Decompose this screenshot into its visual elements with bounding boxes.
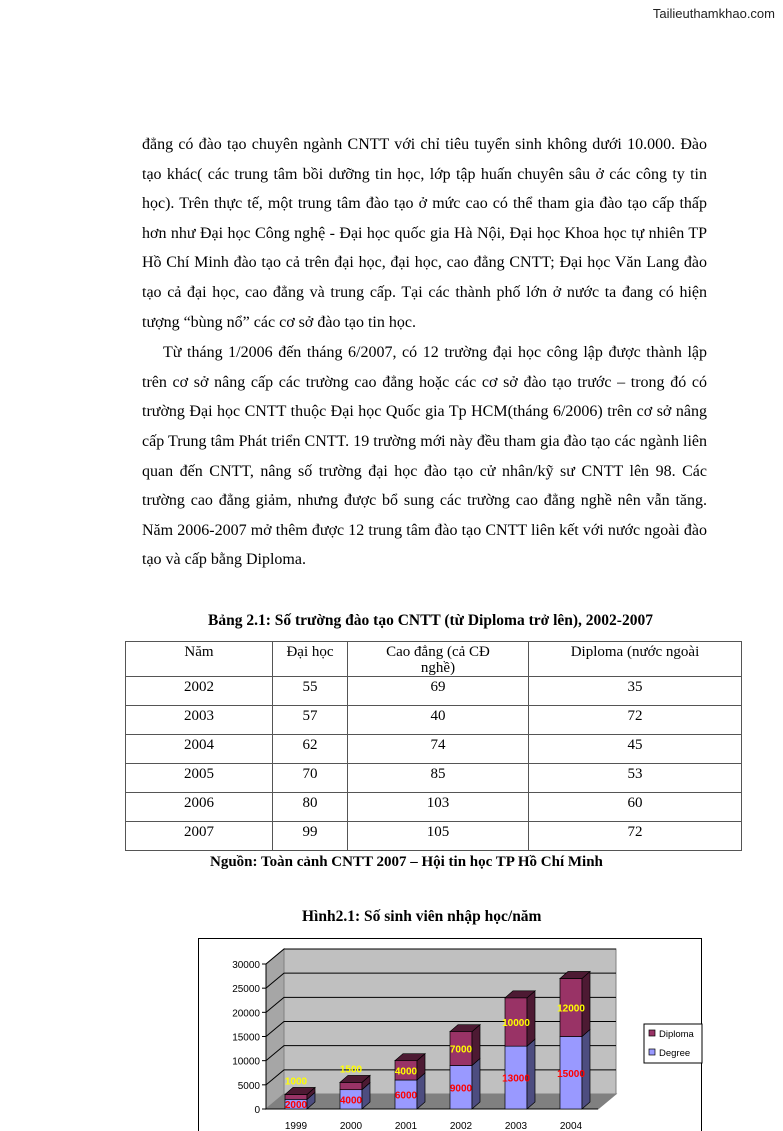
data-label: 7000 xyxy=(449,1044,473,1056)
table-cell: 57 xyxy=(273,705,348,734)
table-cell: 62 xyxy=(273,734,348,763)
legend-label: Diploma xyxy=(659,1028,694,1040)
data-label: 13000 xyxy=(502,1073,530,1085)
data-label: 1500 xyxy=(339,1064,363,1076)
x-tick-label: 2003 xyxy=(504,1120,528,1131)
bar-diploma xyxy=(285,1094,307,1099)
data-label: 9000 xyxy=(449,1083,473,1095)
data-label: 4000 xyxy=(394,1066,418,1078)
table-cell: 35 xyxy=(529,676,742,705)
table-cell: 45 xyxy=(529,734,742,763)
x-tick-label: 2000 xyxy=(339,1120,363,1131)
bar-diploma xyxy=(340,1082,362,1089)
table-row xyxy=(126,821,742,850)
y-tick-label: 5000 xyxy=(237,1080,260,1092)
table-cell: 53 xyxy=(529,763,742,792)
table-header-row xyxy=(126,641,742,676)
x-tick-label: 2001 xyxy=(394,1120,418,1131)
data-label: 12000 xyxy=(557,1003,585,1015)
table-cell: 2004 xyxy=(126,734,273,763)
header-cell: Cao đẳng (cả CĐ nghề) xyxy=(348,641,529,676)
bar-side-degree xyxy=(472,1058,480,1109)
data-label: 4000 xyxy=(339,1095,363,1107)
table-cell: 69 xyxy=(348,676,529,705)
table-row xyxy=(126,734,742,763)
table-source: Nguồn: Toàn cảnh CNTT 2007 – Hội tin học TP Hồ Chí Minh xyxy=(210,853,603,870)
document-body xyxy=(0,130,783,1131)
table-cell: 40 xyxy=(348,705,529,734)
legend-swatch-degree xyxy=(649,1049,655,1055)
chart xyxy=(198,938,702,1131)
header-cell: Diploma (nước ngoài xyxy=(529,641,742,676)
y-tick-label: 25000 xyxy=(232,984,260,996)
y-tick-label: 10000 xyxy=(232,1056,260,1068)
table-cell: 103 xyxy=(348,792,529,821)
table-row xyxy=(126,676,742,705)
table-cell: 2002 xyxy=(126,676,273,705)
data-label: 10000 xyxy=(502,1017,530,1029)
table-cell: 2005 xyxy=(126,763,273,792)
y-tick-label: 15000 xyxy=(232,1032,260,1044)
header-cell: Năm xyxy=(126,641,273,676)
watermark: Tailieuthamkhao.com xyxy=(652,6,775,21)
table-cell: 70 xyxy=(273,763,348,792)
data-label: 2000 xyxy=(284,1100,308,1112)
y-tick-label: 20000 xyxy=(232,1008,260,1020)
y-tick-label: 30000 xyxy=(232,959,260,971)
y-tick-label: 0 xyxy=(254,1104,260,1116)
table-cell: 80 xyxy=(273,792,348,821)
chart-caption: Hình2.1: Số sinh viên nhập học/năm xyxy=(302,907,542,925)
table-cell: 2007 xyxy=(126,821,273,850)
table-cell: 60 xyxy=(529,792,742,821)
x-tick-label: 1999 xyxy=(284,1120,308,1131)
table-cell: 105 xyxy=(348,821,529,850)
table-row xyxy=(126,792,742,821)
table-cell: 85 xyxy=(348,763,529,792)
table-cell: 74 xyxy=(348,734,529,763)
data-label: 1000 xyxy=(284,1076,308,1088)
chart-svg xyxy=(199,939,703,1131)
table-cell: 55 xyxy=(273,676,348,705)
table-cell: 99 xyxy=(273,821,348,850)
data-table xyxy=(125,641,742,851)
data-label: 15000 xyxy=(557,1068,585,1080)
table-cell: 72 xyxy=(529,821,742,850)
paragraph: Từ tháng 1/2006 đến tháng 6/2007, có 12 trường đại học công lập được thành lập trên cơ sở nâng cấp các trường cao đẳng hoặc các cơ sở đào tạo trước – trong đó có trường Đại học CNTT thuộc Đại học Quốc gia Tp HCM(tháng 6/2006) trên cơ sở nâng cấp Trung tâm Phát triển CNTT. 19 trường mới này đều tham gia đào tạo các ngành liên quan đến CNTT, nâng số trường đại học đào tạo cử nhân/kỹ sư CNTT lên 98. Các trường cao đẳng giảm, nhưng được bổ sung các trường cao đẳng nghề nên vẫn tăng. Năm 2006-2007 mở thêm được 12 trung tâm đào tạo CNTT liên kết với nước ngoài đào tạo và cấp bằng Diploma. xyxy=(142,344,707,569)
paragraph: đẳng có đào tạo chuyên ngành CNTT với chỉ tiêu tuyển sinh không dưới 10.000. Đào tạo khác( các trung tâm bồi dưỡng tin học, lớp tập huấn chuyên sâu ở các công ty tin học). Trên thực tế, một trung tâm đào tạo ở mức cao có thể tham gia đào tạo cấp thấp hơn như Đại học Công nghệ - Đại học quốc gia Hà Nội, Đại học Khoa học tự nhiên TP Hồ Chí Minh đào tạo cả trên đại học, đại học, cao đẳng CNTT; Đại học Văn Lang đào tạo cả đại học, cao đẳng và trung cấp. Tại các thành phố lớn ở nước ta đang có hiện tượng “bùng nổ” các cơ sở đào tạo tin học. xyxy=(142,136,707,331)
data-label: 6000 xyxy=(394,1090,418,1102)
legend-label: Degree xyxy=(659,1047,691,1059)
x-tick-label: 2002 xyxy=(449,1120,473,1131)
table-caption: Bảng 2.1: Số trường đào tạo CNTT (từ Diploma trở lên), 2002-2007 xyxy=(208,611,653,629)
table-cell: 2003 xyxy=(126,705,273,734)
x-tick-label: 2004 xyxy=(559,1120,583,1131)
table-cell: 72 xyxy=(529,705,742,734)
table-cell: 2006 xyxy=(126,792,273,821)
table-row xyxy=(126,705,742,734)
table-row xyxy=(126,763,742,792)
legend-swatch-diploma xyxy=(649,1030,655,1036)
header-cell: Đại học xyxy=(273,641,348,676)
